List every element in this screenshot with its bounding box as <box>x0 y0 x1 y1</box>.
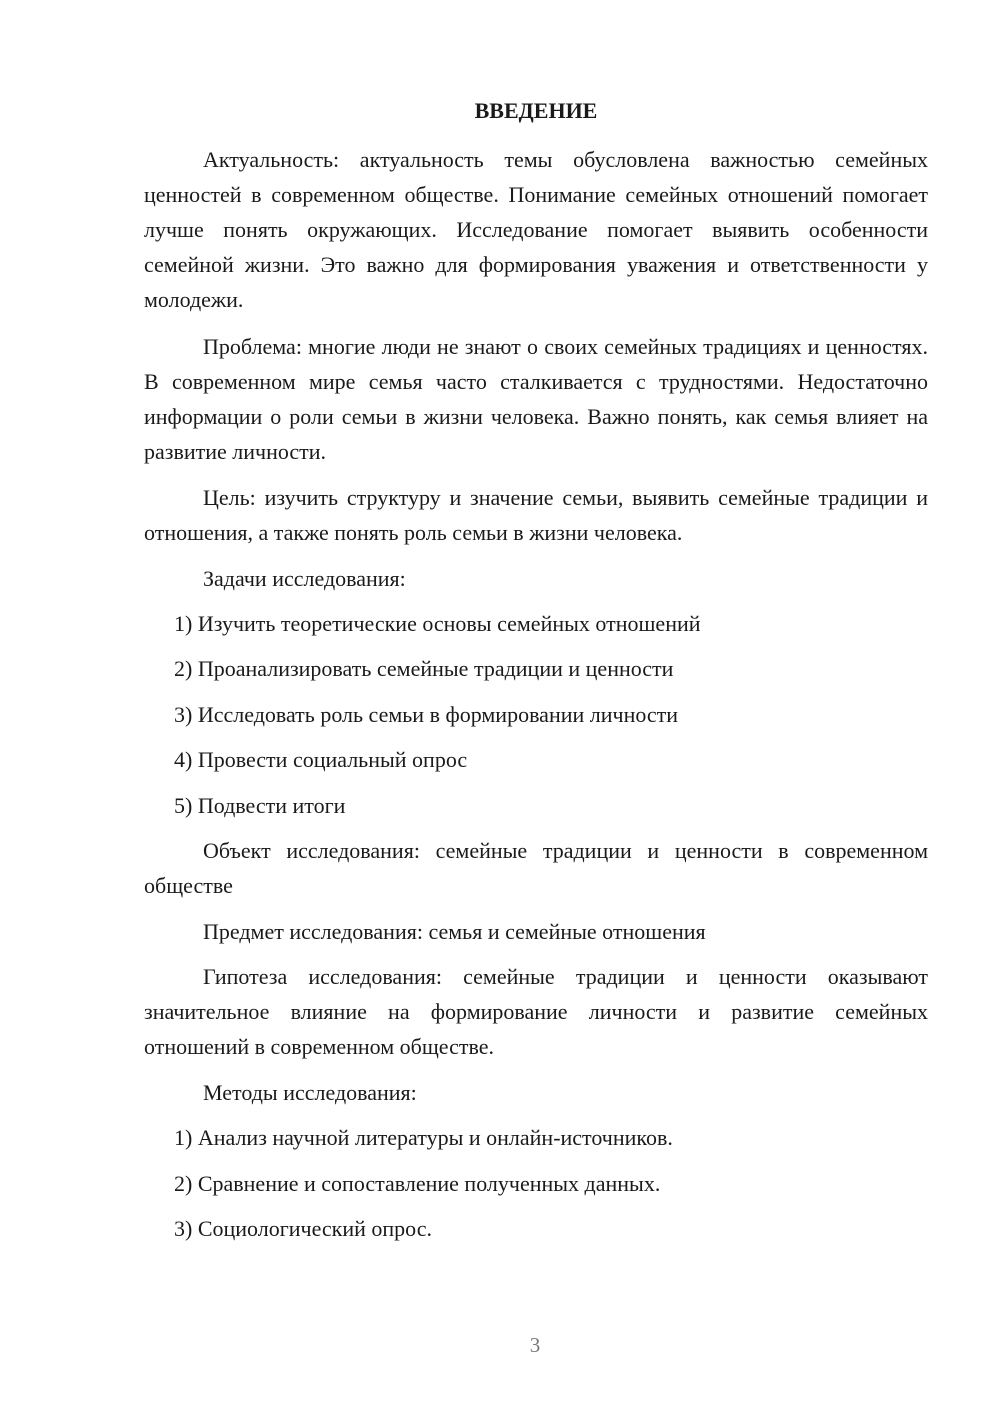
method-item: 2) Сравнение и сопоставление полученных данных. <box>174 1171 661 1196</box>
subject-paragraph: Предмет исследования: семья и семейные отношения <box>203 919 706 944</box>
methods-heading: Методы исследования: <box>203 1080 417 1105</box>
task-item: 2) Проанализировать семейные традиции и ценности <box>174 656 674 681</box>
object-paragraph: Объект исследования: семейные традиции и ценности в современном обществе <box>144 838 928 898</box>
goal-paragraph: Цель: изучить структуру и значение семьи, выявить семейные традиции и отношения, а также понять роль семьи в жизни человека. <box>144 485 928 545</box>
tasks-heading: Задачи исследования: <box>203 566 406 591</box>
problem-paragraph: Проблема: многие люди не знают о своих семейных традициях и ценностях. В современном мире семья часто сталкивается с трудностями. Недостаточно информации о роли семьи в жизни человека. Важно понять, как семья влияет на развитие личности. <box>144 334 928 464</box>
method-item: 1) Анализ научной литературы и онлайн-источников. <box>174 1125 673 1150</box>
page-title: ВВЕДЕНИЕ <box>474 98 598 123</box>
task-item: 3) Исследовать роль семьи в формировании личности <box>174 702 679 727</box>
page-number: 3 <box>529 1333 541 1357</box>
task-item: 4) Провести социальный опрос <box>174 747 468 772</box>
task-item: 1) Изучить теоретические основы семейных отношений <box>174 611 701 636</box>
method-item: 3) Социологический опрос. <box>174 1216 432 1241</box>
hypothesis-paragraph: Гипотеза исследования: семейные традиции и ценности оказывают значительное влияние на формирование личности и развитие семейных отношений в современном обществе. <box>144 964 928 1059</box>
task-item: 5) Подвести итоги <box>174 793 346 818</box>
relevance-paragraph: Актуальность: актуальность темы обусловлена важностью семейных ценностей в современном обществе. Понимание семейных отношений помогает лучше понять окружающих. Исследование помогает выявить особенности семейной жизни. Это важно для формирования уважения и ответственности у молодежи. <box>144 147 928 312</box>
